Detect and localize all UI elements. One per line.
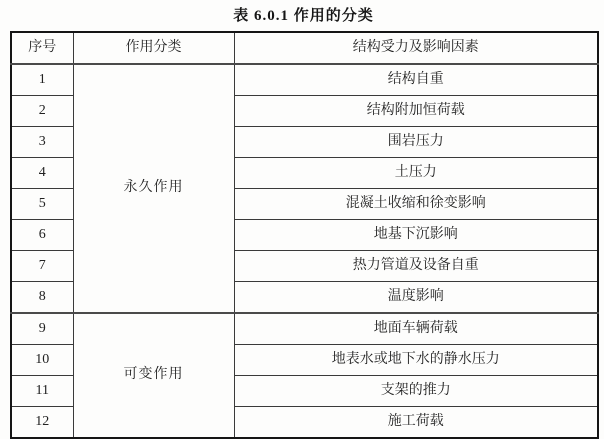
factor-cell: 混凝土收缩和徐变影响	[234, 189, 598, 220]
factor-cell: 施工荷载	[234, 407, 598, 439]
serial-cell: 6	[11, 220, 73, 251]
category-cell-permanent: 永久作用	[73, 64, 234, 313]
serial-cell: 5	[11, 189, 73, 220]
serial-cell: 1	[11, 64, 73, 96]
table-body	[11, 64, 598, 438]
serial-cell: 12	[11, 407, 73, 439]
factor-cell: 热力管道及设备自重	[234, 251, 598, 282]
serial-cell: 2	[11, 96, 73, 127]
header-row	[11, 32, 598, 64]
factor-cell: 土压力	[234, 158, 598, 189]
col-header-factor: 结构受力及影响因素	[234, 32, 598, 64]
serial-cell: 11	[11, 376, 73, 407]
factor-cell: 温度影响	[234, 282, 598, 314]
table-row	[11, 64, 598, 96]
factor-cell: 结构自重	[234, 64, 598, 96]
serial-cell: 7	[11, 251, 73, 282]
table-title: 表 6.0.1 作用的分类	[233, 8, 374, 24]
factor-cell: 地基下沉影响	[234, 220, 598, 251]
serial-cell: 4	[11, 158, 73, 189]
factor-cell: 地表水或地下水的静水压力	[234, 345, 598, 376]
factor-cell: 围岩压力	[234, 127, 598, 158]
serial-cell: 3	[11, 127, 73, 158]
factor-cell: 支架的推力	[234, 376, 598, 407]
table-header	[11, 32, 598, 64]
serial-cell: 8	[11, 282, 73, 314]
factor-cell: 地面车辆荷载	[234, 313, 598, 345]
serial-cell: 9	[11, 313, 73, 345]
actions-classification-table	[10, 31, 599, 439]
col-header-serial: 序号	[11, 32, 73, 64]
serial-cell: 10	[11, 345, 73, 376]
category-cell-variable: 可变作用	[73, 313, 234, 438]
col-header-category: 作用分类	[73, 32, 234, 64]
table-row	[11, 313, 598, 345]
factor-cell: 结构附加恒荷载	[234, 96, 598, 127]
